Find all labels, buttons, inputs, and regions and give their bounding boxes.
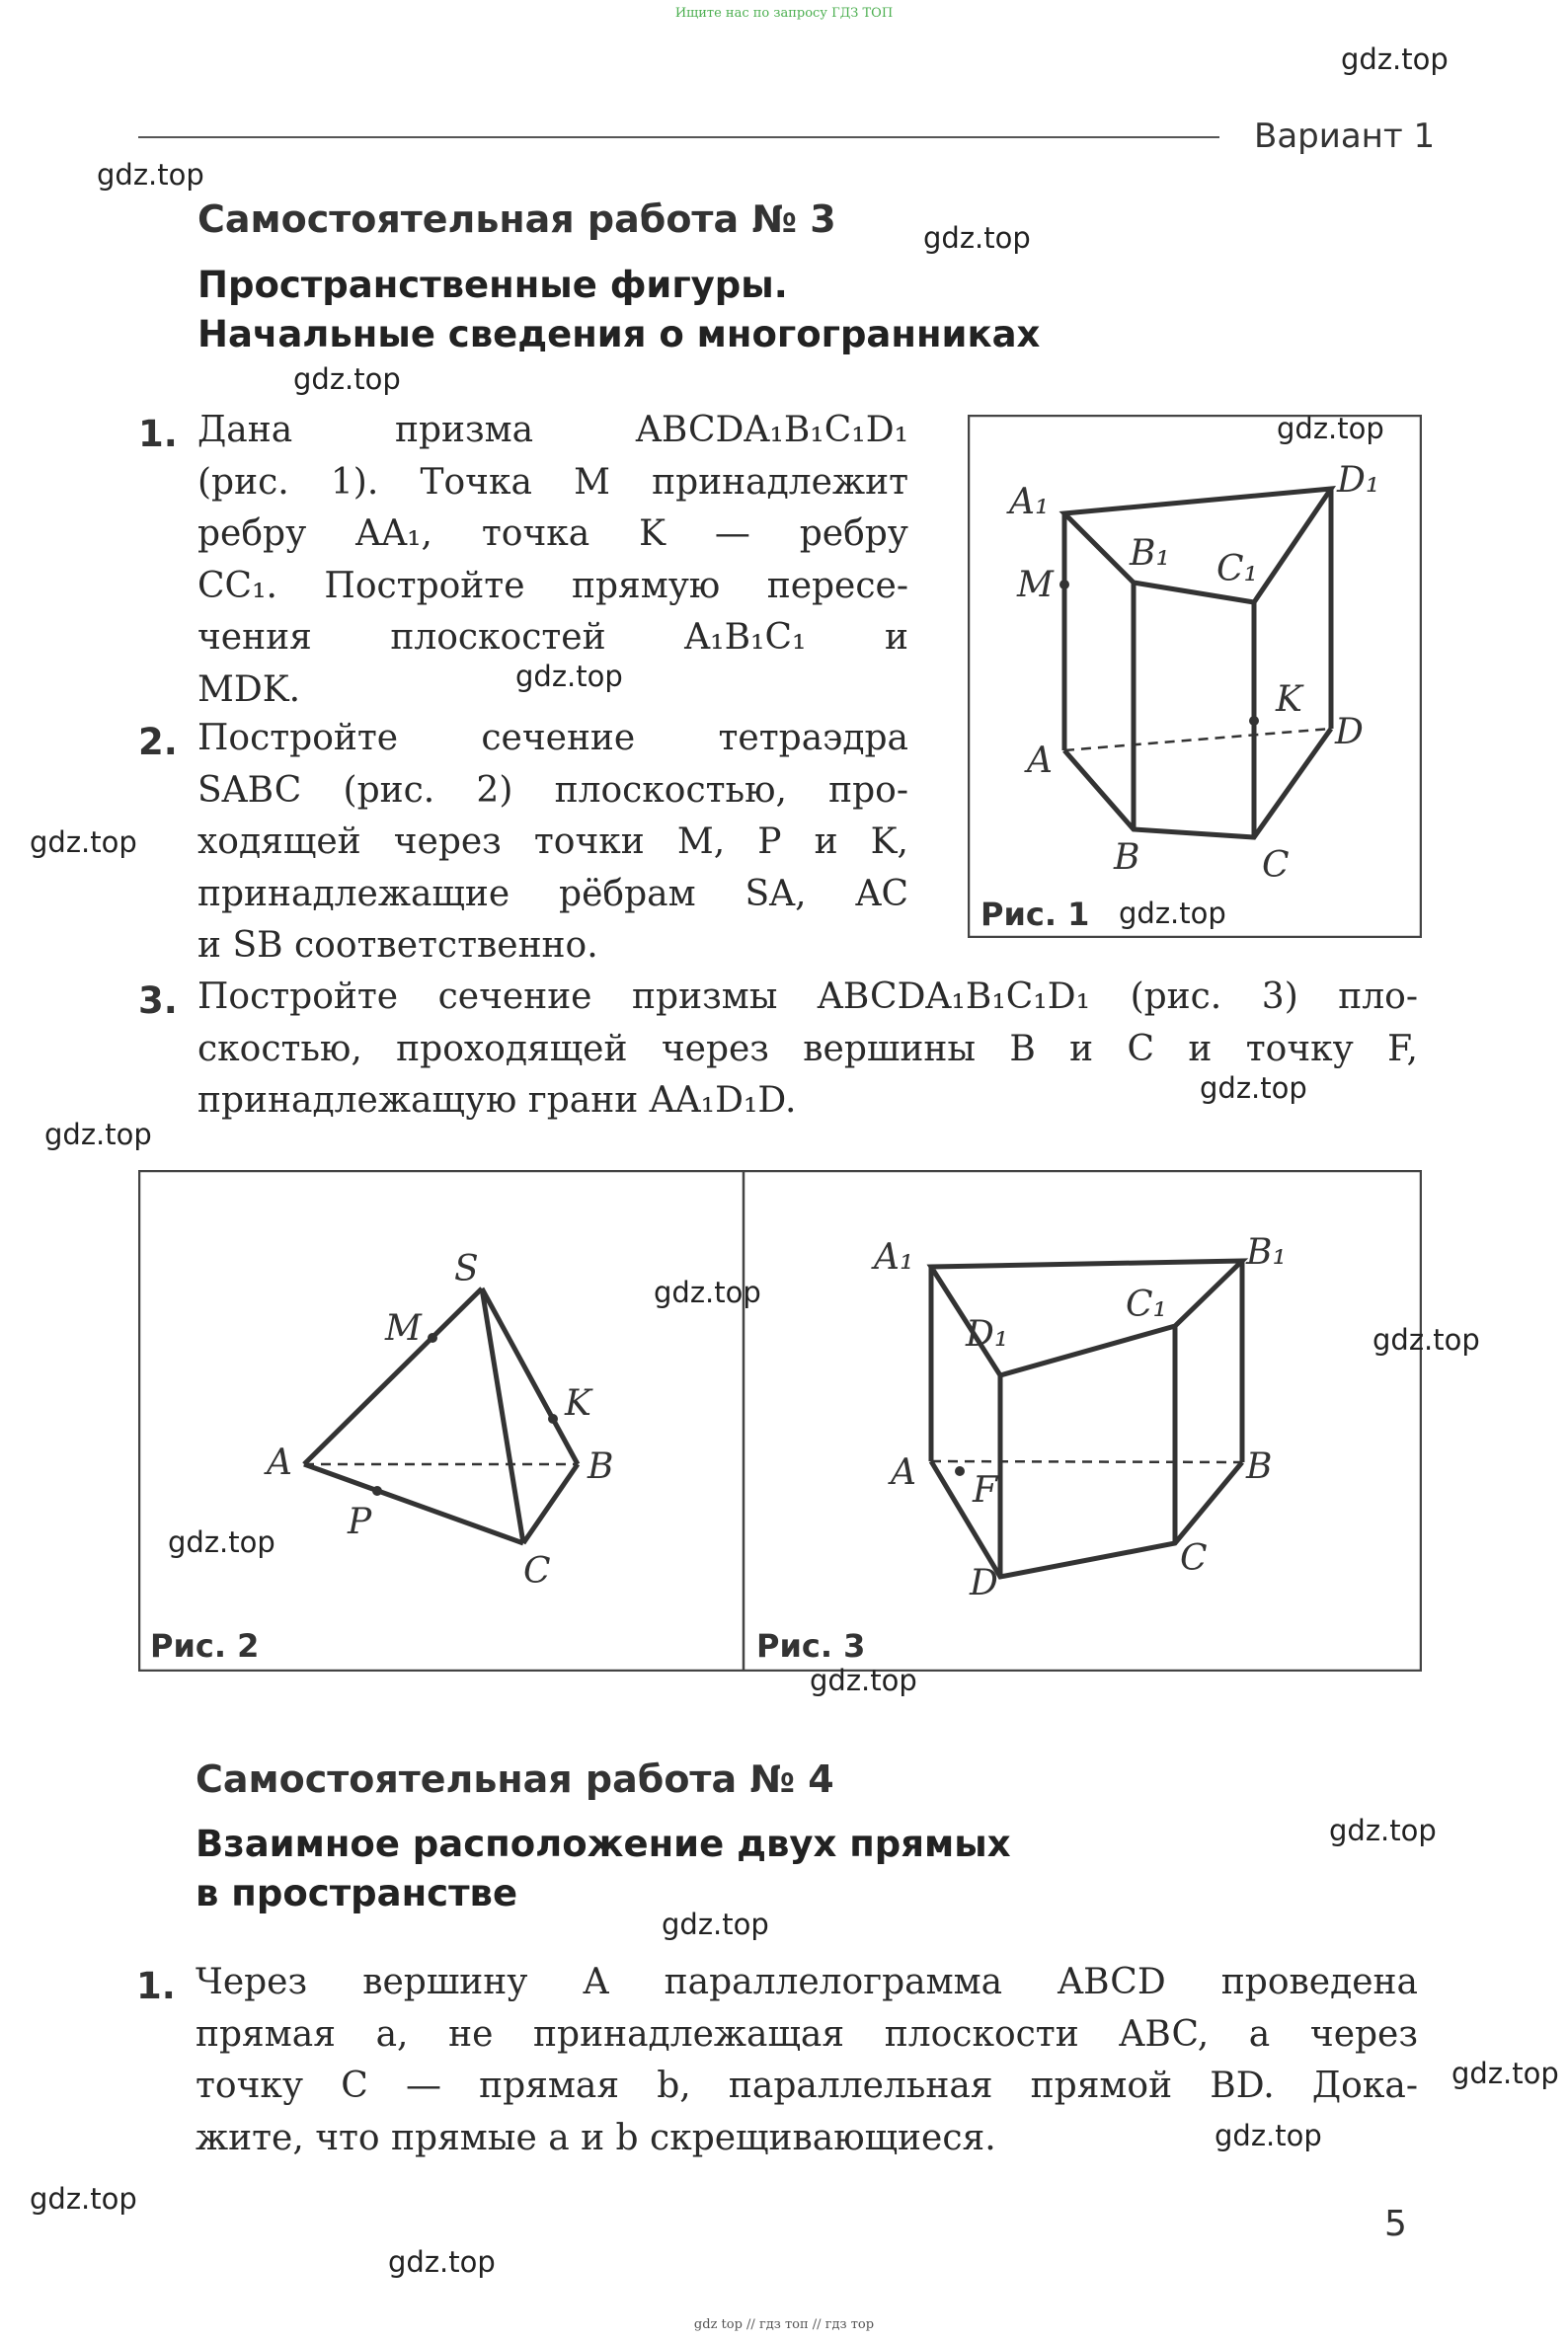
task1-line: Дана призма ABCDA₁B₁C₁D₁ bbox=[197, 410, 908, 450]
work4-task1-line: жите, что прямые a и b скрещивающиеся. bbox=[196, 2117, 996, 2158]
fig3-label-F: F bbox=[973, 1470, 997, 1511]
header-rule bbox=[138, 136, 1219, 138]
task3-line: принадлежащую грани AA₁D₁D. bbox=[197, 1080, 797, 1121]
task2-line: и SB соответственно. bbox=[197, 925, 598, 966]
fig3-label-B1: B₁ bbox=[1246, 1232, 1287, 1273]
fig2-label-P: P bbox=[348, 1502, 372, 1542]
watermark: gdz.top bbox=[30, 825, 137, 859]
figure2-caption: Рис. 2 bbox=[150, 1627, 260, 1665]
task1-line: чения плоскостей A₁B₁C₁ и bbox=[197, 617, 908, 658]
task1-line: (рис. 1). Точка M принадлежит bbox=[197, 461, 908, 503]
work4-topic-line1: Взаимное расположение двух прямых bbox=[196, 1823, 1011, 1865]
task2-line: SABC (рис. 2) плоскостью, про- bbox=[197, 769, 908, 811]
fig2-label-M: M bbox=[385, 1308, 422, 1349]
fig2-label-A: A bbox=[267, 1443, 292, 1483]
work4-task1-number: 1. bbox=[136, 1965, 176, 2007]
watermark: gdz.top bbox=[44, 1118, 152, 1151]
fig3-label-B: B bbox=[1246, 1446, 1273, 1487]
watermark: gdz.top bbox=[1200, 1071, 1307, 1105]
task1-number: 1. bbox=[138, 413, 178, 455]
watermark: gdz.top bbox=[1215, 2119, 1322, 2152]
fig2-label-B: B bbox=[588, 1446, 614, 1487]
work4-task1-line: точку C — прямая b, параллельная прямой BD. Дока- bbox=[196, 2066, 1418, 2106]
fig1-label-D: D bbox=[1335, 712, 1364, 752]
fig2-label-C: C bbox=[523, 1551, 551, 1592]
work4-title: Самостоятельная работа № 4 bbox=[196, 1757, 834, 1801]
watermark: gdz.top bbox=[1372, 1323, 1480, 1357]
work4-task1-line: Через вершину A параллелограмма ABCD проведена bbox=[196, 1962, 1418, 2002]
fig3-label-D1: D₁ bbox=[966, 1314, 1009, 1355]
watermark: gdz.top bbox=[1119, 897, 1226, 930]
fig1-label-M: M bbox=[1017, 565, 1054, 605]
watermark: gdz.top bbox=[654, 1276, 761, 1309]
fig3-label-D: D bbox=[970, 1563, 998, 1603]
work4-topic-line2: в пространстве bbox=[196, 1872, 518, 1914]
watermark: gdz.top bbox=[1277, 412, 1384, 445]
page-number: 5 bbox=[1384, 2204, 1407, 2244]
figure3-prism bbox=[871, 1232, 1287, 1603]
task2-line: ходящей через точки M, P и K, bbox=[197, 821, 908, 862]
task2-number: 2. bbox=[138, 721, 178, 763]
work3-topic-line1: Пространственные фигуры. bbox=[197, 264, 788, 306]
fig2-label-S: S bbox=[454, 1249, 479, 1289]
task3-line: скостью, проходящей через вершины B и C и точку F, bbox=[197, 1028, 1418, 1069]
watermark: gdz.top bbox=[30, 2182, 137, 2216]
figures2-3-frame bbox=[138, 1170, 1422, 1672]
fig1-label-A: A bbox=[1027, 741, 1053, 781]
fig1-label-B1: B₁ bbox=[1130, 533, 1170, 574]
task1-line: MDK. bbox=[197, 668, 301, 710]
variant-label: Вариант 1 bbox=[1254, 117, 1436, 156]
fig3-label-C1: C₁ bbox=[1126, 1285, 1167, 1325]
fig3-label-C: C bbox=[1180, 1538, 1208, 1579]
fig3-label-A1: A₁ bbox=[874, 1237, 914, 1278]
watermark: gdz.top bbox=[388, 2245, 496, 2279]
figure2-tetrahedron bbox=[264, 1249, 613, 1592]
fig1-label-B: B bbox=[1114, 837, 1140, 878]
fig2-label-K: K bbox=[565, 1383, 591, 1424]
task2-line: Постройте сечение тетраэдра bbox=[197, 718, 908, 758]
bottom-banner: gdz top // гдз топ // гдз тор bbox=[693, 2317, 875, 2332]
watermark: gdz.top bbox=[1329, 1814, 1437, 1847]
top-banner: Ищите нас по запросу ГДЗ ТОП bbox=[674, 6, 894, 21]
figure1-prism bbox=[968, 415, 1422, 938]
watermark: gdz.top bbox=[293, 362, 401, 396]
watermark: gdz.top bbox=[1341, 42, 1449, 76]
fig1-label-C: C bbox=[1262, 845, 1290, 886]
fig1-label-D1: D₁ bbox=[1337, 460, 1380, 501]
work3-topic-line2: Начальные сведения о многогранниках bbox=[197, 313, 1041, 355]
watermark: gdz.top bbox=[515, 660, 623, 693]
task2-text bbox=[197, 713, 908, 973]
work4-task1-line: прямая a, не принадлежащая плоскости ABC, а через bbox=[196, 2013, 1418, 2055]
watermark: gdz.top bbox=[923, 221, 1031, 255]
task2-line: принадлежащие рёбрам SA, AC bbox=[197, 873, 908, 914]
watermark: gdz.top bbox=[168, 1525, 275, 1559]
task1-line: ребру AA₁, точка K — ребру bbox=[197, 513, 908, 554]
fig3-label-A: A bbox=[891, 1452, 916, 1493]
task3-line: Постройте сечение призмы ABCDA₁B₁C₁D₁ (рис. 3) пло- bbox=[197, 976, 1418, 1017]
task3-number: 3. bbox=[138, 979, 178, 1022]
figure1-caption: Рис. 1 bbox=[980, 896, 1090, 933]
fig1-label-K: K bbox=[1276, 679, 1302, 720]
figure3-caption: Рис. 3 bbox=[756, 1627, 866, 1665]
task1-line: CC₁. Постройте прямую пересе- bbox=[197, 565, 908, 606]
watermark: gdz.top bbox=[810, 1664, 917, 1697]
fig1-label-A1: A₁ bbox=[1009, 482, 1050, 522]
watermark: gdz.top bbox=[97, 158, 204, 192]
work3-title: Самостоятельная работа № 3 bbox=[197, 197, 836, 241]
watermark: gdz.top bbox=[662, 1908, 769, 1941]
watermark: gdz.top bbox=[1451, 2057, 1559, 2090]
fig1-label-C1: C₁ bbox=[1216, 549, 1258, 589]
